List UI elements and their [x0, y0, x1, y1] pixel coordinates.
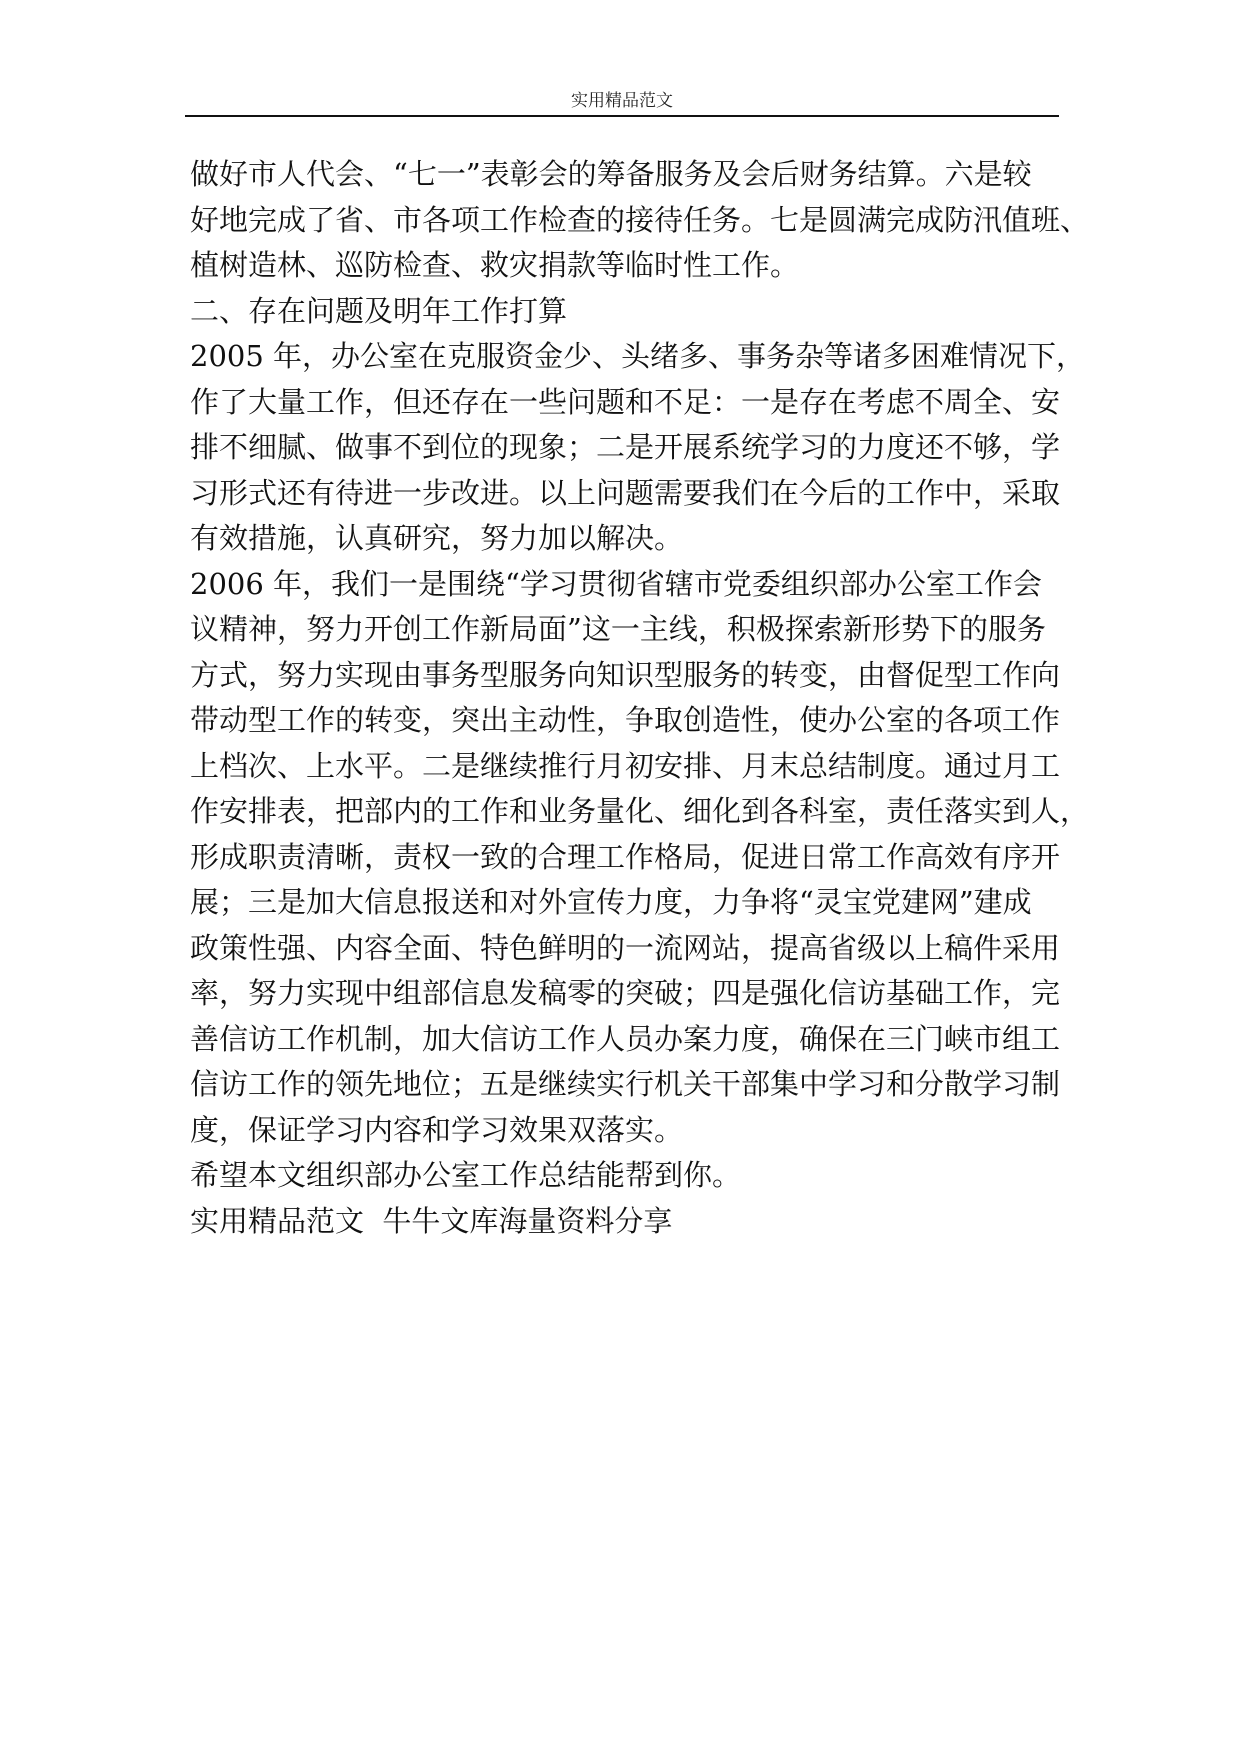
text-line: 2005 年，办公室在克服资金少、头绪多、事务杂等诸多困难情况下， — [190, 339, 1086, 373]
text-line: 有效措施，认真研究，努力加以解决。 — [190, 521, 684, 555]
document-body — [190, 152, 1090, 1244]
text-line: 形成职责清晰，责权一致的合理工作格局，促进日常工作高效有序开 — [190, 839, 1061, 874]
text-line: 展；三是加大信息报送和对外宣传力度，力争将“灵宝党建网”建成 — [190, 885, 1032, 919]
closing-line: 希望本文组织部办公室工作总结能帮到你。 — [190, 1158, 742, 1192]
text-line: 议精神，努力开创工作新局面”这一主线，积极探索新形势下的服务 — [190, 612, 1046, 646]
text-line: 方式，努力实现由事务型服务向知识型服务的转变，由督促型工作向 — [190, 657, 1061, 692]
text-line: 好地完成了省、市各项工作检查的接待任务。七是圆满完成防汛值班、 — [190, 202, 1090, 237]
text-line: 习形式还有待进一步改进。以上问题需要我们在今后的工作中，采取 — [190, 475, 1061, 510]
text-line: 带动型工作的转变，突出主动性，争取创造性，使办公室的各项工作 — [190, 703, 1061, 737]
text-line: 作了大量工作，但还存在一些问题和不足：一是存在考虑不周全、安 — [190, 384, 1061, 419]
text-line: 度，保证学习内容和学习效果双落实。 — [190, 1112, 684, 1147]
text-line: 率，努力实现中组部信息发稿零的突破；四是强化信访基础工作，完 — [190, 976, 1061, 1010]
text-line: 善信访工作机制，加大信访工作人员办案力度，确保在三门峡市组工 — [190, 1021, 1061, 1056]
header-rule — [185, 115, 1059, 117]
footer-note: 实用精品范文 牛牛文库海量资料分享 — [190, 1203, 673, 1238]
text-line: 2006 年，我们一是围绕“学习贯彻省辖市党委组织部办公室工作会 — [190, 566, 1042, 601]
text-line: 植树造林、巡防检查、救灾捐款等临时性工作。 — [190, 248, 800, 282]
text-line: 信访工作的领先地位；五是继续实行机关干部集中学习和分散学习制 — [190, 1067, 1061, 1101]
text-line: 政策性强、内容全面、特色鲜明的一流网站，提高省级以上稿件采用 — [190, 930, 1061, 965]
text-line: 做好市人代会、“七一”表彰会的筹备服务及会后财务结算。六是较 — [190, 157, 1032, 191]
text-line: 作安排表，把部内的工作和业务量化、细化到各科室，责任落实到人， — [190, 794, 1090, 828]
section-heading: 二、存在问题及明年工作打算 — [190, 293, 568, 328]
text-line: 上档次、上水平。二是继续推行月初安排、月末总结制度。通过月工 — [190, 748, 1061, 783]
page-header-title: 实用精品范文 — [571, 91, 673, 111]
text-line: 排不细腻、做事不到位的现象；二是开展系统学习的力度还不够，学 — [190, 430, 1061, 464]
